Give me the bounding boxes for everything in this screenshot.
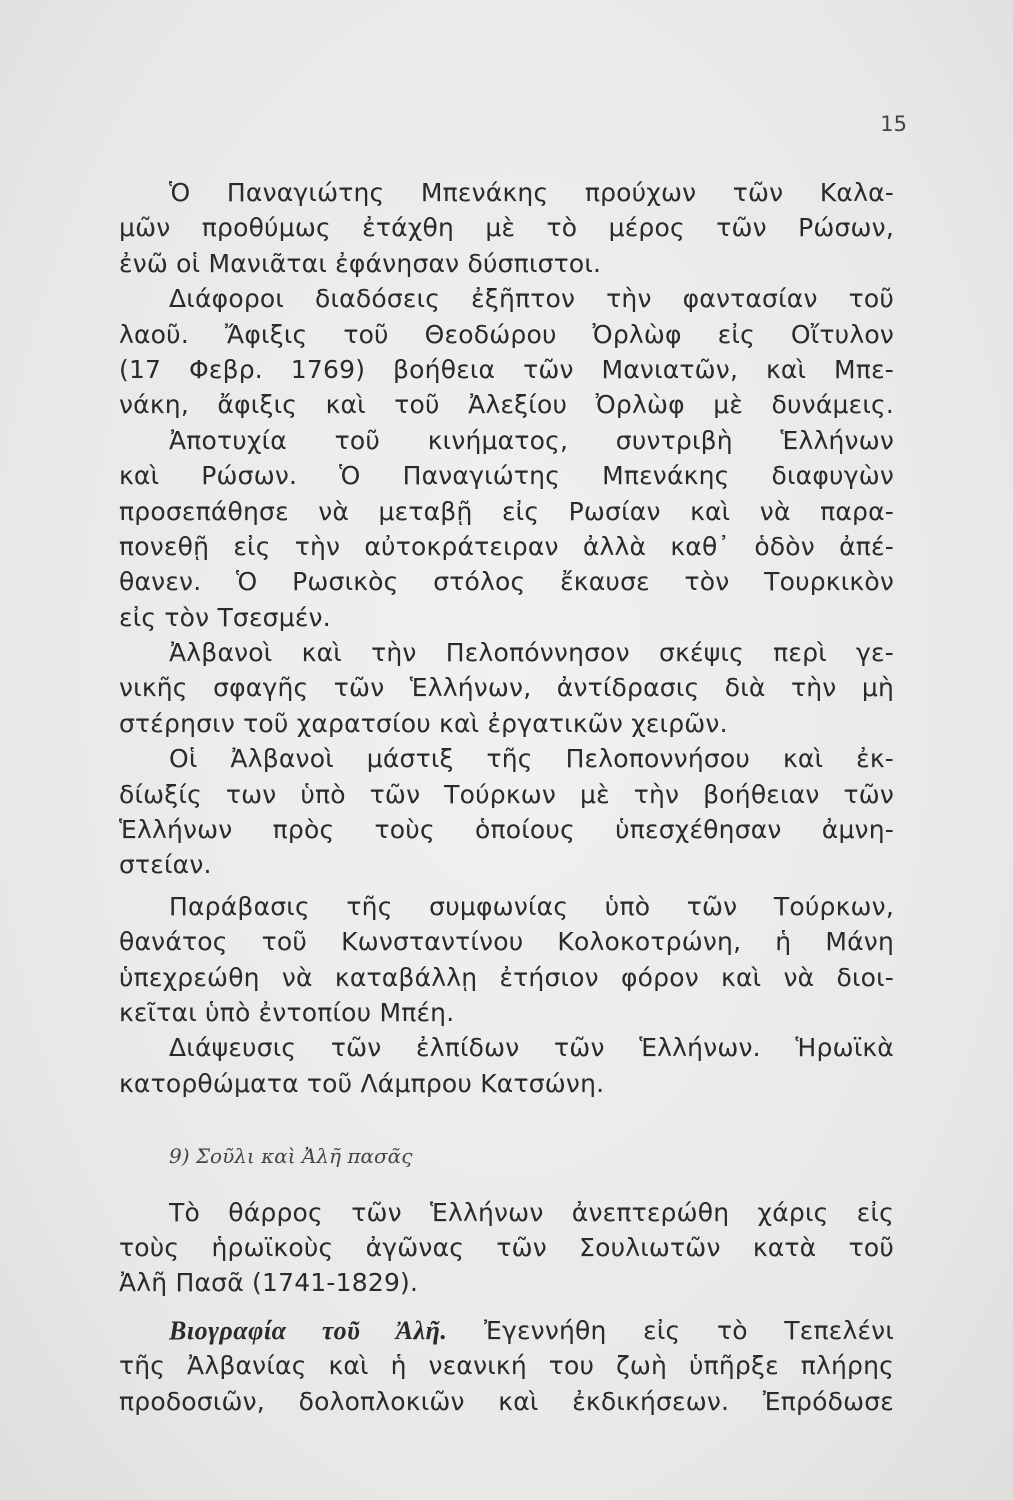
text-line: κατορθώματα τοῦ Λάμπρου Κατσώνη.	[119, 1068, 605, 1098]
text-line: Διάψευσις τῶν ἐλπίδων τῶν Ἑλλήνων. Ἡρωϊκὰ	[169, 1033, 894, 1063]
bio-heading: Βιογραφία τοῦ Ἀλῆ.	[169, 1315, 448, 1345]
body-text	[119, 175, 894, 1419]
text-line: Ἑλλήνων πρὸς τοὺς ὁποίους ὑπεσχέθησαν ἀμνη-	[119, 815, 894, 845]
text-line: Παράβασις τῆς συμφωνίας ὑπὸ τῶν Τούρκων,	[169, 891, 894, 921]
text-line: Ἀποτυχία τοῦ κινήματος, συντριβὴ Ἑλλήνων	[169, 425, 894, 455]
text-line: νικῆς σφαγῆς τῶν Ἑλλήνων, ἀντίδρασις διὰ τὴν μὴ	[119, 673, 894, 703]
text-line: τοὺς ἡρωϊκοὺς ἀγῶνας τῶν Σουλιωτῶν κατὰ τοῦ	[119, 1232, 894, 1262]
text-line: ἐνῶ οἱ Μανιᾶται ἐφάνησαν δύσπιστοι.	[119, 248, 602, 278]
text-line: στέρησιν τοῦ χαρατσίου καὶ ἐργατικῶν χειρῶν.	[119, 708, 728, 738]
text-line: Διάφοροι διαδόσεις ἐξῆπτον τὴν φαντασίαν τοῦ	[169, 284, 894, 314]
text-line: ὑπεχρεώθη νὰ καταβάλλῃ ἐτήσιον φόρον καὶ νὰ διοι-	[119, 962, 894, 992]
text-line: θανεν. Ὁ Ρωσικὸς στόλος ἔκαυσε τὸν Τουρκικὸν	[119, 567, 894, 597]
paragraph-3	[119, 423, 894, 635]
paragraph-4	[119, 635, 894, 741]
text-line: λαοῦ. Ἄφιξις τοῦ Θεοδώρου Ὀρλὼφ εἰς Οἴτυλον	[119, 319, 894, 349]
bio-first-line-text: Ἐγεννήθη εἰς τὸ Τεπελένι	[483, 1315, 894, 1345]
paragraph-7	[119, 1030, 894, 1101]
paragraph-6	[119, 889, 894, 1031]
text-line: τῆς Ἀλβανίας καὶ ἡ νεανική του ζωὴ ὑπῆρξε πλήρης	[119, 1351, 894, 1381]
section-paragraph-1	[119, 1195, 894, 1301]
text-line: Τὸ θάρρος τῶν Ἑλλήνων ἀνεπτερώθη χάρις εἰς	[169, 1197, 894, 1227]
paragraph-1	[119, 175, 894, 281]
text-line: πονεθῇ εἰς τὴν αὐτοκράτειραν ἀλλὰ καθ᾽ ὁδὸν ἀπέ-	[119, 531, 894, 561]
text-line: δίωξίς των ὑπὸ τῶν Τούρκων μὲ τὴν βοήθειαν τῶν	[119, 779, 894, 809]
text-line: (17 Φεβρ. 1769) βοήθεια τῶν Μανιατῶν, καὶ Μπε-	[119, 354, 894, 384]
bio-paragraph	[119, 1313, 894, 1419]
text-line: καὶ Ρώσων. Ὁ Παναγιώτης Μπενάκης διαφυγὼν	[119, 461, 894, 491]
text-line: Ἀλῆ Πασᾶ (1741-1829).	[119, 1268, 419, 1298]
paragraph-2	[119, 281, 894, 423]
text-line: Οἱ Ἀλβανοὶ μάστιξ τῆς Πελοποννήσου καὶ ἐκ-	[169, 744, 894, 774]
text-line: μῶν προθύμως ἐτάχθη μὲ τὸ μέρος τῶν Ρώσων,	[119, 213, 894, 243]
text-line: Ἀλβανοὶ καὶ τὴν Πελοπόννησον σκέψις περὶ γε-	[169, 638, 894, 668]
section-title: 9) Σοῦλι καὶ Ἀλῆ πασᾶς	[169, 1144, 413, 1169]
text-line: θανάτος τοῦ Κωνσταντίνου Κολοκοτρώνη, ἡ Μάνη	[119, 927, 894, 957]
text-line: στείαν.	[119, 850, 212, 880]
text-line: προσεπάθησε νὰ μεταβῇ εἰς Ρωσίαν καὶ νὰ παρα-	[119, 496, 894, 526]
text-line: Ὁ Παναγιώτης Μπενάκης προύχων τῶν Καλα-	[169, 178, 894, 207]
text-line: προδοσιῶν, δολοπλοκιῶν καὶ ἐκδικήσεων. Ἐπρόδωσε	[119, 1386, 894, 1416]
text-line	[119, 1313, 894, 1348]
text-line: εἰς τὸν Τσεσμέν.	[119, 602, 331, 632]
paragraph-5	[119, 741, 894, 883]
text-line: νάκη, ἄφιξις καὶ τοῦ Ἀλεξίου Ὀρλὼφ μὲ δυνάμεις.	[119, 390, 894, 420]
page-number: 15	[880, 112, 907, 136]
text-line: κεῖται ὑπὸ ἐντοπίου Μπέη.	[119, 997, 455, 1027]
